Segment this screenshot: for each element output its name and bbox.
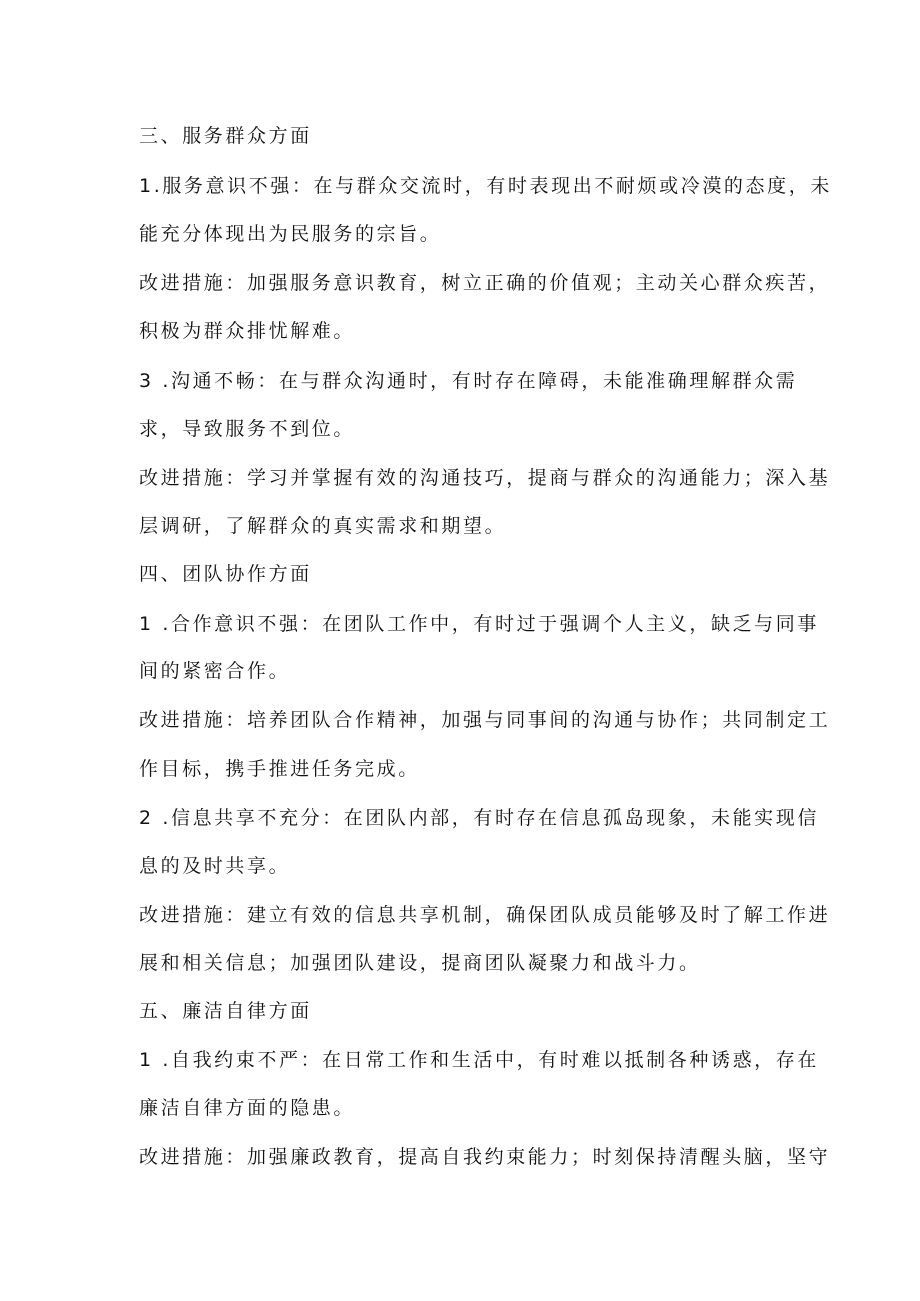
issue-cooperation: 1 .合作意识不强：在团队工作中，有时过于强调个人主义，缺乏与同事: [139, 613, 819, 635]
measure-cooperation-cont: 作目标，携手推进任务完成。: [139, 758, 420, 780]
issue-info-sharing: 2 .信息共享不充分：在团队内部，有时存在信息孤岛现象，未能实现信: [139, 807, 819, 829]
measure-info-sharing-cont: 展和相关信息；加强团队建设，提商团队凝聚力和战斗力。: [139, 952, 701, 974]
issue-cooperation-cont: 间的紧密合作。: [139, 660, 291, 682]
measure-communication-cont: 层调研，了解群众的真实需求和期望。: [139, 515, 507, 537]
measure-communication: 改进措施：学习并掌握有效的沟通技巧，提商与群众的沟通能力；深入基: [139, 467, 831, 489]
section-heading-teamwork: 四、团队协作方面: [139, 563, 312, 585]
issue-service-awareness: 1.服务意识不强：在与群众交流时，有时表现出不耐烦或冷漠的态度，未: [139, 175, 832, 197]
issue-communication-cont: 求，导致服务不到位。: [139, 418, 356, 440]
section-heading-serve-public: 三、服务群众方面: [139, 125, 312, 147]
measure-service-awareness: 改进措施：加强服务意识教育，树立正确的价值观；主动关心群众疾苦，: [139, 272, 831, 294]
measure-cooperation: 改进措施：培养团队合作精神，加强与同事间的沟通与协作；共同制定工: [139, 709, 831, 731]
measure-service-awareness-cont: 积极为群众排忧解难。: [139, 320, 356, 342]
issue-service-awareness-cont: 能充分体现出为民服务的宗旨。: [139, 223, 442, 245]
measure-self-discipline: 改进措施：加强廉政教育，提高自我约束能力；时刻保持清醒头脑，坚守: [139, 1146, 831, 1168]
issue-self-discipline: 1 .自我约束不严：在日常工作和生活中，有时难以抵制各种诱惑，存在: [139, 1049, 819, 1071]
issue-info-sharing-cont: 息的及时共享。: [139, 855, 291, 877]
section-heading-integrity: 五、廉洁自律方面: [139, 1000, 312, 1022]
measure-info-sharing: 改进措施：建立有效的信息共享机制，确保团队成员能够及时了解工作进: [139, 904, 831, 926]
issue-communication: 3 .沟通不畅：在与群众沟通时，有时存在障碍，未能准确理解群众需: [139, 370, 798, 392]
issue-self-discipline-cont: 廉洁自律方面的隐患。: [139, 1097, 356, 1119]
